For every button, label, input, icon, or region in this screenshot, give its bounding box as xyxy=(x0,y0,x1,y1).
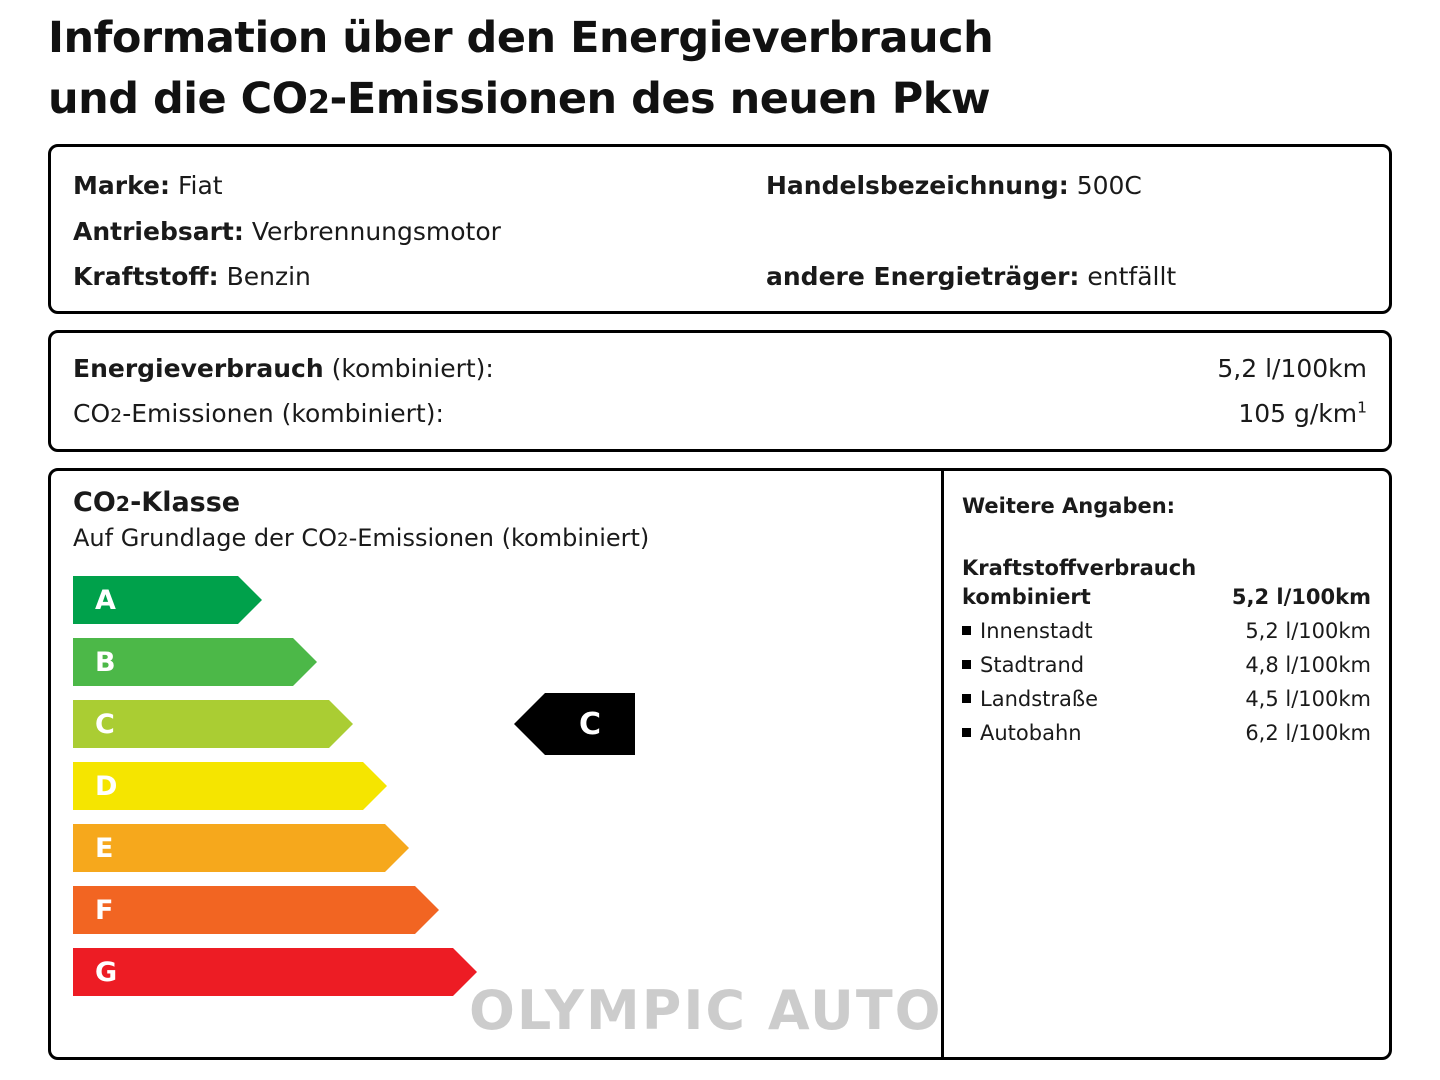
fuel-consumption-row-value: 5,2 l/100km xyxy=(1245,619,1371,644)
co2-emissions-row xyxy=(73,392,1367,437)
handelsbezeichnung-label: Handelsbezeichnung: xyxy=(766,171,1069,201)
co2-class-bar-label: B xyxy=(95,646,116,678)
fuel-consumption-row-label-text: Autobahn xyxy=(980,721,1082,746)
fuel-consumption-row xyxy=(962,648,1371,682)
co2-label-post: -Emissionen xyxy=(122,398,274,428)
additional-details-title: Weitere Angaben: xyxy=(962,494,1176,519)
fuel-consumption-row-label xyxy=(962,648,1084,682)
co2-subscript: 2 xyxy=(307,83,330,122)
square-bullet-icon xyxy=(962,694,971,703)
fuel-consumption-row-label-text: Landstraße xyxy=(980,687,1099,712)
watermark: OLYMPIC AUTO xyxy=(469,979,943,1043)
fuel-consumption-row-label-text: Innenstadt xyxy=(980,619,1093,644)
fuel-consumption-row-label xyxy=(962,580,1091,614)
marke-label: Marke: xyxy=(73,171,170,201)
antriebsart-value: Verbrennungsmotor xyxy=(251,216,501,246)
co2-footnote-marker: 1 xyxy=(1357,398,1367,417)
fuel-consumption-row-label-text: Stadtrand xyxy=(980,653,1085,678)
kraftstoff-label: Kraftstoff: xyxy=(73,262,219,292)
marke-value: Fiat xyxy=(177,171,223,201)
fuel-consumption-row-value: 5,2 l/100km xyxy=(1231,585,1371,610)
energy-consumption-label-rest: (kombiniert): xyxy=(331,354,494,384)
energy-consumption-label xyxy=(73,347,494,392)
fuel-consumption-row-value: 4,8 l/100km xyxy=(1245,653,1371,678)
kraftstoff-row xyxy=(73,254,720,300)
additional-details-panel xyxy=(941,471,1389,1057)
co2-class-bar-body xyxy=(73,700,329,748)
identity-column-left xyxy=(73,163,720,301)
square-bullet-icon xyxy=(962,626,971,635)
co2-class-subheading-subscript: 2 xyxy=(336,529,349,551)
andere-energietraeger-row xyxy=(766,254,1367,300)
co2-class-scale xyxy=(51,471,941,1057)
co2-class-heading-pre: CO xyxy=(73,487,116,519)
energy-consumption-label-bold: Energieverbrauch xyxy=(73,354,324,384)
co2-class-bar-label: D xyxy=(95,770,118,802)
page-title-line-1: Information über den Energieverbrauch xyxy=(48,13,994,63)
co2-class-bar-label: G xyxy=(95,956,118,988)
antriebsart-row xyxy=(73,209,720,255)
fuel-consumption-row-label-text: kombiniert xyxy=(962,585,1091,610)
page-title-line-2 xyxy=(48,69,1392,130)
energy-consumption-value: 5,2 l/100km xyxy=(1217,354,1367,384)
fuel-consumption-row-value: 6,2 l/100km xyxy=(1245,721,1371,746)
co2-class-bar-body xyxy=(73,886,415,934)
co2-class-bars xyxy=(73,576,941,996)
fuel-consumption-row-label xyxy=(962,614,1093,648)
co2-emissions-label-bold xyxy=(73,399,274,428)
co2-class-subheading-post: -Emissionen (kombiniert) xyxy=(348,523,650,552)
fuel-consumption-row-label xyxy=(962,716,1082,750)
co2-class-bar-g xyxy=(73,948,941,996)
square-bullet-icon xyxy=(962,728,971,737)
andere-energietraeger-label: andere Energieträger: xyxy=(766,262,1080,292)
fuel-consumption-rows xyxy=(962,580,1371,750)
identity-column-right xyxy=(720,163,1367,301)
consumption-box xyxy=(48,330,1392,452)
co2-emissions-value xyxy=(1238,392,1367,437)
fuel-consumption-row xyxy=(962,716,1371,750)
co2-class-bar-label: C xyxy=(95,708,115,740)
co2-class-subheading xyxy=(73,523,941,555)
co2-class-bar-c xyxy=(73,700,941,748)
kraftstoff-value: Benzin xyxy=(226,262,311,292)
co2-class-bar-label: F xyxy=(95,894,114,926)
page-title-line-2-pre: und die CO xyxy=(48,74,308,125)
co2-class-subheading-pre: Auf Grundlage der CO xyxy=(73,523,337,552)
co2-emissions-label xyxy=(73,392,444,437)
selected-class-marker xyxy=(521,693,635,755)
co2-class-heading-post: -Klasse xyxy=(130,487,241,519)
co2-class-box xyxy=(48,468,1392,1060)
fuel-consumption-row xyxy=(962,580,1371,614)
energy-consumption-row xyxy=(73,347,1367,392)
fuel-consumption-row xyxy=(962,682,1371,716)
co2-emissions-number: 105 g/km xyxy=(1238,398,1358,428)
marke-row xyxy=(73,163,720,209)
handelsbezeichnung-value: 500C xyxy=(1076,171,1142,201)
co2-class-bar-body xyxy=(73,948,453,996)
selected-class-label: C xyxy=(545,693,635,755)
co2-emissions-label-rest: (kombiniert): xyxy=(281,398,444,428)
fuel-consumption-row-value: 4,5 l/100km xyxy=(1245,687,1371,712)
fuel-consumption-row xyxy=(962,614,1371,648)
co2-class-bar-a xyxy=(73,576,941,624)
andere-energietraeger-value: entfällt xyxy=(1087,262,1177,292)
page-title-line-2-post: -Emissionen des neuen Pkw xyxy=(329,74,991,125)
co2-class-bar-d xyxy=(73,762,941,810)
co2-class-bar-body xyxy=(73,576,238,624)
antriebsart-label: Antriebsart: xyxy=(73,216,244,246)
co2-class-heading-subscript: 2 xyxy=(115,492,131,517)
co2-class-bar-body xyxy=(73,762,363,810)
co2-class-bar-body xyxy=(73,824,385,872)
handelsbezeichnung-row xyxy=(766,163,1367,209)
co2-class-bar-label: E xyxy=(95,832,114,864)
fuel-consumption-section-title: Kraftstoffverbrauch xyxy=(962,556,1197,581)
vehicle-identity-box xyxy=(48,144,1392,314)
co2-label-subscript: 2 xyxy=(110,404,123,427)
co2-class-bar-f xyxy=(73,886,941,934)
co2-class-bar-e xyxy=(73,824,941,872)
page-title xyxy=(48,0,1392,130)
co2-class-bar-label: A xyxy=(95,584,116,616)
co2-class-bar-b xyxy=(73,638,941,686)
co2-label-pre: CO xyxy=(73,398,111,428)
co2-class-bar-body xyxy=(73,638,293,686)
co2-class-heading xyxy=(73,485,941,521)
square-bullet-icon xyxy=(962,660,971,669)
fuel-consumption-row-label xyxy=(962,682,1098,716)
